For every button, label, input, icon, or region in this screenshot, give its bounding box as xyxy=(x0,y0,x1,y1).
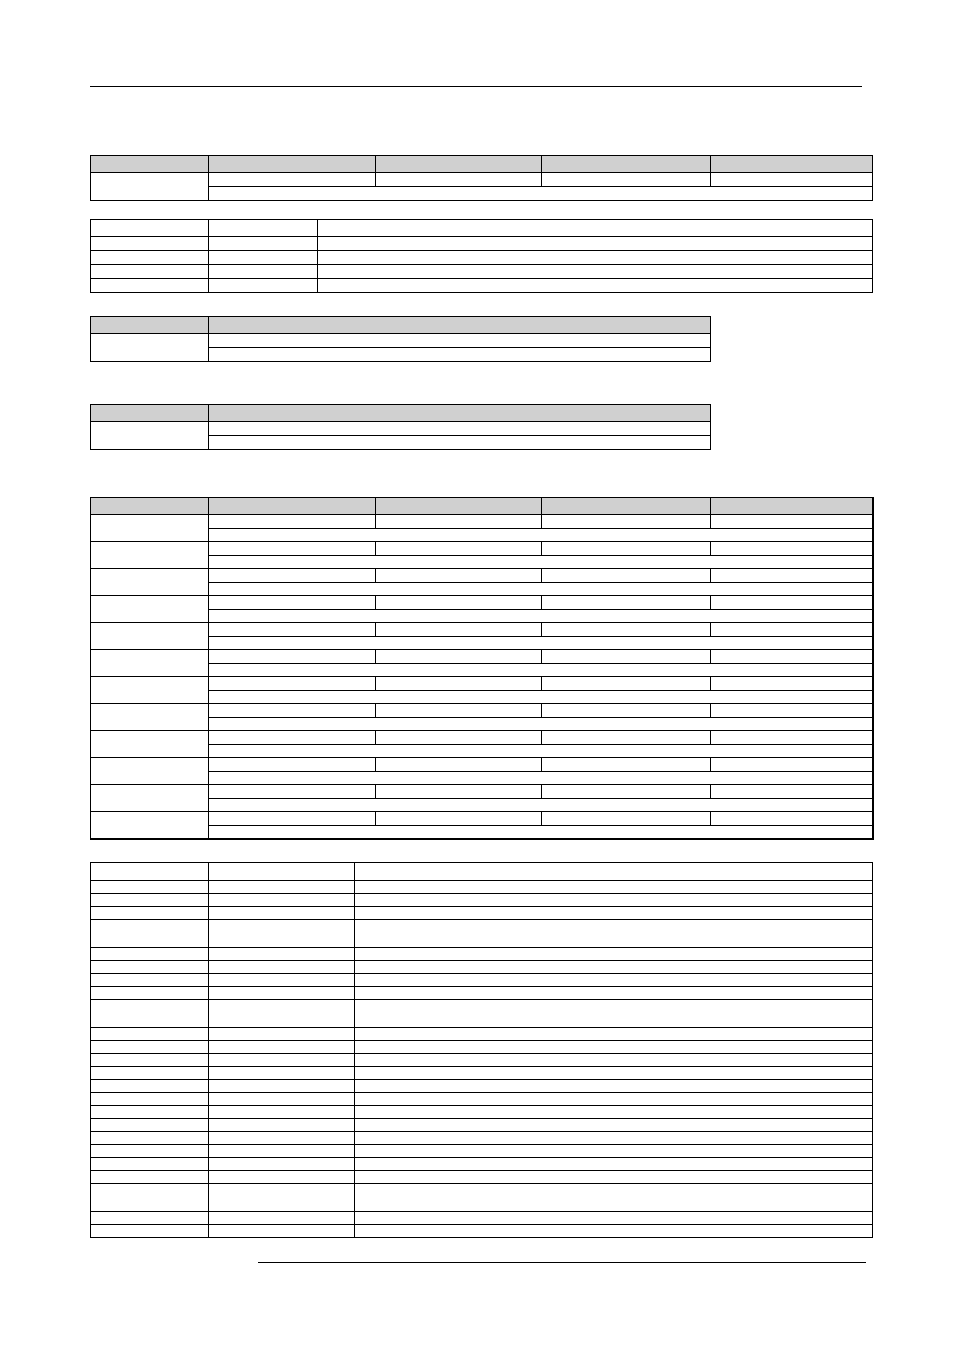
table-cell xyxy=(711,731,873,745)
table-cell xyxy=(542,812,711,826)
table-cell xyxy=(355,881,873,894)
table-cell xyxy=(318,279,873,293)
table-1-header-cell xyxy=(91,156,209,173)
table-row xyxy=(91,677,873,691)
table-cell xyxy=(91,948,209,961)
header-rule xyxy=(90,86,862,87)
table-cell xyxy=(91,237,209,251)
table-cell xyxy=(376,515,542,529)
table-row xyxy=(91,1041,873,1054)
table-row xyxy=(91,812,873,826)
footer-rule xyxy=(258,1262,866,1263)
table-5-header-cell xyxy=(209,498,376,515)
table-cell xyxy=(376,677,542,691)
table-cell xyxy=(91,920,209,948)
table-row xyxy=(91,1028,873,1041)
table-cell xyxy=(91,1080,209,1093)
table-cell xyxy=(355,1054,873,1067)
table-cell xyxy=(91,1212,209,1225)
table-1-header-cell xyxy=(209,156,376,173)
table-row xyxy=(91,798,873,812)
table-cell xyxy=(209,542,376,556)
table-cell xyxy=(91,1106,209,1119)
table-cell xyxy=(209,987,355,1000)
table-1-header-row xyxy=(91,156,873,173)
table-cell xyxy=(91,220,209,237)
table-5-row-label xyxy=(91,542,209,569)
table-cell xyxy=(209,220,318,237)
table-5-header-cell xyxy=(91,498,209,515)
table-5-row-label xyxy=(91,704,209,731)
table-cell xyxy=(91,961,209,974)
table-row xyxy=(91,785,873,799)
table-cell xyxy=(355,1145,873,1158)
table-5-row-label xyxy=(91,785,209,812)
table-row xyxy=(91,334,711,348)
table-cell xyxy=(209,623,376,637)
table-4-header-cell xyxy=(209,405,711,422)
table-cell xyxy=(209,1067,355,1080)
table-cell xyxy=(355,1106,873,1119)
table-cell xyxy=(209,1225,355,1238)
table-cell xyxy=(355,1158,873,1171)
table-row xyxy=(91,920,873,948)
table-cell xyxy=(209,265,318,279)
table-cell xyxy=(355,1000,873,1028)
table-cell xyxy=(209,1145,355,1158)
table-cell xyxy=(542,596,711,610)
table-cell xyxy=(376,758,542,772)
table-4-header-cell xyxy=(91,405,209,422)
table-cell xyxy=(542,623,711,637)
table-cell xyxy=(91,1067,209,1080)
table-cell xyxy=(209,894,355,907)
table-row xyxy=(91,1119,873,1132)
table-row xyxy=(91,265,873,279)
table-cell xyxy=(91,1000,209,1028)
table-cell xyxy=(209,582,873,596)
table-row xyxy=(91,220,873,237)
table-3 xyxy=(90,316,711,362)
table-1-header-cell xyxy=(711,156,873,173)
table-cell xyxy=(209,1041,355,1054)
table-cell xyxy=(711,623,873,637)
table-cell xyxy=(209,798,873,812)
table-cell xyxy=(209,596,376,610)
table-5-row-label xyxy=(91,515,209,542)
table-cell xyxy=(376,173,542,187)
table-row xyxy=(91,894,873,907)
table-cell xyxy=(355,1080,873,1093)
table-cell xyxy=(711,704,873,718)
table-cell xyxy=(209,677,376,691)
table-row xyxy=(91,636,873,650)
table-cell xyxy=(91,1054,209,1067)
table-row xyxy=(91,582,873,596)
table-cell xyxy=(209,251,318,265)
table-cell xyxy=(542,515,711,529)
table-cell xyxy=(209,173,376,187)
table-cell xyxy=(91,881,209,894)
table-row xyxy=(91,825,873,839)
table-row xyxy=(91,1145,873,1158)
table-cell xyxy=(209,1119,355,1132)
table-cell xyxy=(91,1158,209,1171)
table-cell xyxy=(91,1093,209,1106)
table-cell xyxy=(209,187,873,201)
table-cell xyxy=(355,894,873,907)
table-cell xyxy=(209,704,376,718)
table-row xyxy=(91,596,873,610)
table-cell xyxy=(91,1225,209,1238)
table-cell xyxy=(355,1028,873,1041)
table-row xyxy=(91,422,711,436)
table-cell xyxy=(209,863,355,881)
table-cell xyxy=(209,422,711,436)
table-cell xyxy=(711,542,873,556)
table-row xyxy=(91,609,873,623)
table-cell xyxy=(542,758,711,772)
table-row xyxy=(91,1093,873,1106)
table-4-header-row xyxy=(91,405,711,422)
table-row xyxy=(91,1054,873,1067)
table-cell xyxy=(209,636,873,650)
table-cell xyxy=(209,555,873,569)
table-4 xyxy=(90,404,711,450)
table-5-row-label xyxy=(91,812,209,839)
table-cell xyxy=(209,1093,355,1106)
table-cell xyxy=(711,596,873,610)
table-cell xyxy=(209,334,711,348)
table-cell xyxy=(91,974,209,987)
table-row xyxy=(91,961,873,974)
table-cell xyxy=(209,1054,355,1067)
table-cell xyxy=(542,650,711,664)
table-cell xyxy=(711,812,873,826)
table-cell xyxy=(209,974,355,987)
table-cell xyxy=(542,569,711,583)
table-2 xyxy=(90,219,873,293)
table-cell xyxy=(209,569,376,583)
table-cell xyxy=(209,744,873,758)
table-cell xyxy=(209,528,873,542)
table-3-row-label xyxy=(91,334,209,362)
table-cell xyxy=(355,907,873,920)
table-cell xyxy=(711,677,873,691)
table-cell xyxy=(209,348,711,362)
table-cell xyxy=(711,758,873,772)
table-cell xyxy=(711,650,873,664)
table-cell xyxy=(91,1028,209,1041)
table-cell xyxy=(91,251,209,265)
table-row xyxy=(91,1158,873,1171)
table-row xyxy=(91,663,873,677)
table-cell xyxy=(209,920,355,948)
table-cell xyxy=(209,690,873,704)
table-cell xyxy=(355,961,873,974)
table-row xyxy=(91,237,873,251)
table-cell xyxy=(209,650,376,664)
table-cell xyxy=(355,1184,873,1212)
table-row xyxy=(91,1171,873,1184)
table-cell xyxy=(209,279,318,293)
table-cell xyxy=(91,1171,209,1184)
table-row xyxy=(91,1225,873,1238)
table-cell xyxy=(711,173,873,187)
table-cell xyxy=(376,785,542,799)
table-1-header-cell xyxy=(376,156,542,173)
table-cell xyxy=(209,609,873,623)
table-6 xyxy=(90,862,873,1238)
table-row xyxy=(91,623,873,637)
table-5-row-label xyxy=(91,569,209,596)
table-cell xyxy=(91,987,209,1000)
table-row xyxy=(91,731,873,745)
table-cell xyxy=(355,1067,873,1080)
table-cell xyxy=(318,265,873,279)
table-cell xyxy=(542,542,711,556)
table-cell xyxy=(209,515,376,529)
table-row xyxy=(91,173,873,187)
table-cell xyxy=(209,731,376,745)
table-1-header-cell xyxy=(542,156,711,173)
table-cell xyxy=(209,1106,355,1119)
table-cell xyxy=(318,220,873,237)
table-cell xyxy=(209,436,711,450)
table-cell xyxy=(355,920,873,948)
table-cell xyxy=(318,237,873,251)
table-cell xyxy=(91,265,209,279)
table-5 xyxy=(90,497,874,840)
table-cell xyxy=(355,1225,873,1238)
table-cell xyxy=(209,812,376,826)
table-row xyxy=(91,863,873,881)
table-5-header-cell xyxy=(711,498,873,515)
table-cell xyxy=(209,237,318,251)
table-cell xyxy=(209,1158,355,1171)
table-row xyxy=(91,974,873,987)
table-cell xyxy=(355,863,873,881)
table-cell xyxy=(91,894,209,907)
table-cell xyxy=(355,1093,873,1106)
table-cell xyxy=(376,542,542,556)
table-row xyxy=(91,987,873,1000)
table-cell xyxy=(318,251,873,265)
table-cell xyxy=(209,881,355,894)
table-cell xyxy=(376,731,542,745)
table-row xyxy=(91,744,873,758)
table-3-header-row xyxy=(91,317,711,334)
table-cell xyxy=(209,758,376,772)
table-row xyxy=(91,515,873,529)
table-cell xyxy=(711,515,873,529)
table-cell xyxy=(209,1000,355,1028)
table-row xyxy=(91,569,873,583)
table-row xyxy=(91,1212,873,1225)
table-cell xyxy=(355,1212,873,1225)
table-cell xyxy=(376,569,542,583)
table-cell xyxy=(91,863,209,881)
table-5-row-label xyxy=(91,650,209,677)
table-3-header-cell xyxy=(91,317,209,334)
table-cell xyxy=(91,1184,209,1212)
table-cell xyxy=(355,1132,873,1145)
table-cell xyxy=(376,704,542,718)
table-5-header-cell xyxy=(376,498,542,515)
table-row xyxy=(91,542,873,556)
table-row xyxy=(91,1184,873,1212)
table-row xyxy=(91,907,873,920)
table-cell xyxy=(209,825,873,839)
table-cell xyxy=(542,173,711,187)
table-5-row-label xyxy=(91,758,209,785)
table-cell xyxy=(711,569,873,583)
table-cell xyxy=(91,907,209,920)
table-cell xyxy=(376,650,542,664)
table-cell xyxy=(542,785,711,799)
table-cell xyxy=(91,1145,209,1158)
table-row xyxy=(91,758,873,772)
table-cell xyxy=(209,771,873,785)
table-5-row-label xyxy=(91,596,209,623)
table-cell xyxy=(355,974,873,987)
table-cell xyxy=(355,1041,873,1054)
table-row xyxy=(91,251,873,265)
table-cell xyxy=(209,1132,355,1145)
table-1-row-label xyxy=(91,173,209,201)
table-cell xyxy=(355,1171,873,1184)
table-cell xyxy=(209,1080,355,1093)
table-1 xyxy=(90,155,873,201)
table-cell xyxy=(209,907,355,920)
table-cell xyxy=(209,1171,355,1184)
table-row xyxy=(91,1067,873,1080)
table-5-header-row xyxy=(91,498,873,515)
table-cell xyxy=(355,948,873,961)
table-row xyxy=(91,1132,873,1145)
table-cell xyxy=(542,677,711,691)
table-5-row-label xyxy=(91,623,209,650)
table-3-header-cell xyxy=(209,317,711,334)
table-cell xyxy=(542,731,711,745)
table-cell xyxy=(91,1132,209,1145)
table-row xyxy=(91,650,873,664)
table-cell xyxy=(91,1041,209,1054)
table-row xyxy=(91,187,873,201)
table-5-row-label xyxy=(91,731,209,758)
table-row xyxy=(91,1000,873,1028)
table-cell xyxy=(91,279,209,293)
table-cell xyxy=(376,812,542,826)
table-row xyxy=(91,704,873,718)
table-cell xyxy=(209,961,355,974)
table-cell xyxy=(376,596,542,610)
table-cell xyxy=(209,1184,355,1212)
table-row xyxy=(91,528,873,542)
table-cell xyxy=(542,704,711,718)
table-4-row-label xyxy=(91,422,209,450)
table-cell xyxy=(209,1212,355,1225)
table-row xyxy=(91,690,873,704)
table-cell xyxy=(209,663,873,677)
table-cell xyxy=(355,987,873,1000)
table-cell xyxy=(209,717,873,731)
table-row xyxy=(91,1106,873,1119)
table-row xyxy=(91,717,873,731)
table-row xyxy=(91,1080,873,1093)
table-row xyxy=(91,555,873,569)
table-row xyxy=(91,771,873,785)
table-row xyxy=(91,881,873,894)
table-cell xyxy=(91,1119,209,1132)
table-5-header-cell xyxy=(542,498,711,515)
table-cell xyxy=(209,785,376,799)
table-row xyxy=(91,279,873,293)
table-cell xyxy=(209,1028,355,1041)
table-cell xyxy=(711,785,873,799)
table-cell xyxy=(355,1119,873,1132)
table-row xyxy=(91,948,873,961)
table-cell xyxy=(209,948,355,961)
table-cell xyxy=(376,623,542,637)
table-5-row-label xyxy=(91,677,209,704)
